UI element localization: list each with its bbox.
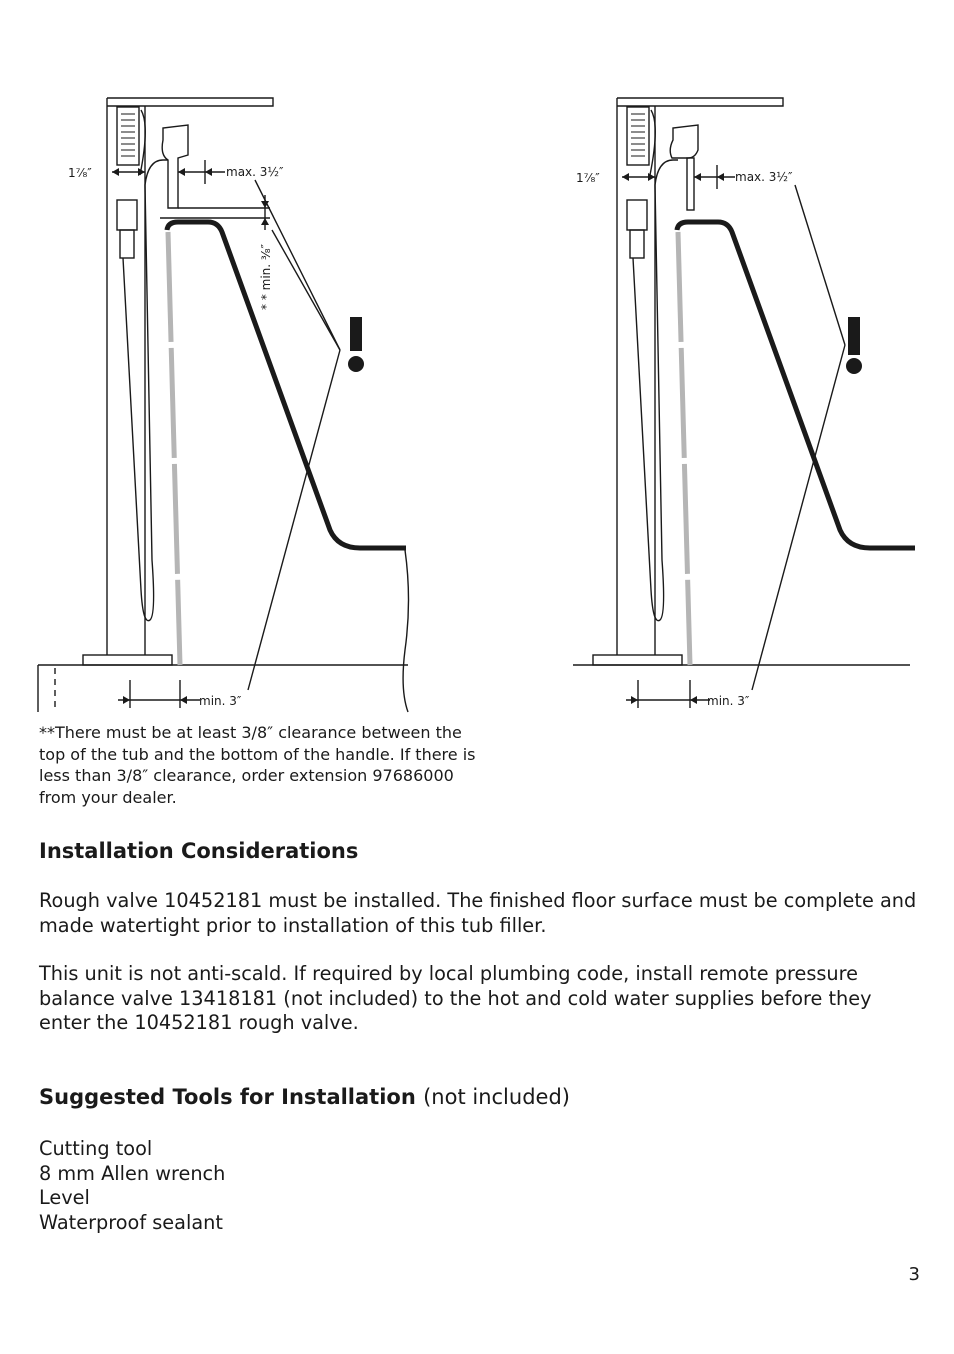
- list-item: Level: [39, 1186, 90, 1209]
- tools-heading-suffix: (not included): [423, 1085, 570, 1109]
- dim-max-label: max. 3½″: [226, 165, 284, 179]
- dim-min-label: min. 3″: [199, 694, 242, 708]
- dim-max-label-right: max. 3½″: [735, 170, 793, 184]
- tools-list: [39, 1137, 225, 1235]
- dim-min-label-right: min. 3″: [707, 694, 750, 708]
- clearance-footnote: **There must be at least 3/8″ clearance between the top of the tub and the bottom of the handle. If there is less than 3/8″ clearance, order extension 97686000 from your dealer.: [39, 723, 476, 807]
- page-number: 3: [908, 1264, 920, 1285]
- installation-paragraph-1: Rough valve 10452181 must be installed. The finished floor surface must be complete and made watertight prior to installation of this tub filler.: [39, 889, 917, 937]
- installation-heading: Installation Considerations: [39, 839, 359, 863]
- dim-clearance-label: * * min. ³⁄₈″: [259, 244, 273, 310]
- list-item: Waterproof sealant: [39, 1210, 223, 1234]
- list-item: Cutting tool: [39, 1137, 153, 1160]
- dim-width-label: 1⁷⁄₈″: [68, 166, 92, 180]
- list-item: 8 mm Allen wrench: [39, 1161, 226, 1185]
- tools-heading: [39, 1085, 570, 1109]
- dim-width-label-right: 1⁷⁄₈″: [576, 171, 600, 185]
- installation-paragraph-2: This unit is not anti-scald. If required by local plumbing code, install remote pressure balance valve 13418181 (not included) to the hot and cold water supplies before they enter the 10452181 rough valve.: [39, 962, 872, 1034]
- tools-heading-title: Suggested Tools for Installation: [39, 1085, 416, 1109]
